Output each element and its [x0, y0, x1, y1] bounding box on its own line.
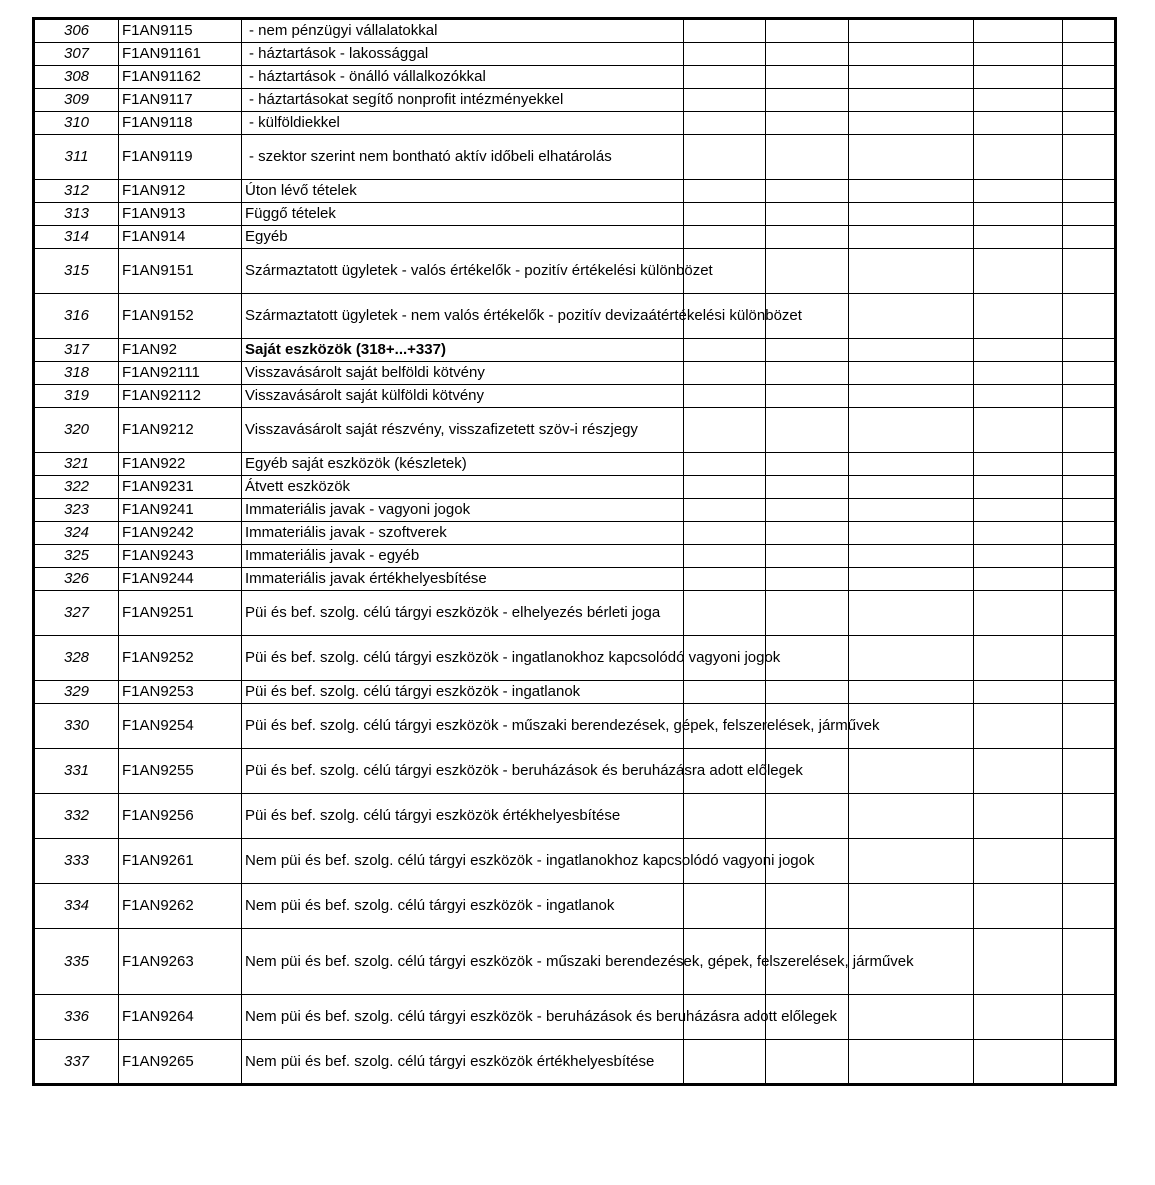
value-cell	[766, 545, 849, 568]
value-cell	[1063, 362, 1116, 385]
row-number: 320	[34, 408, 119, 453]
row-description: Nem püi és bef. szolg. célú tárgyi eszközök - ingatlanokhoz kapcsolódó vagyoni jogok	[242, 839, 684, 884]
value-cell	[684, 226, 766, 249]
value-cell	[766, 408, 849, 453]
value-cell	[766, 135, 849, 180]
value-cell	[766, 884, 849, 929]
row-number: 332	[34, 794, 119, 839]
value-cell	[766, 362, 849, 385]
value-cell	[849, 226, 974, 249]
value-cell	[684, 568, 766, 591]
row-description: Visszavásárolt saját részvény, visszafizetett szöv-i részjegy	[242, 408, 684, 453]
row-description: Egyéb	[242, 226, 684, 249]
value-cell	[1063, 476, 1116, 499]
row-number: 333	[34, 839, 119, 884]
row-code: F1AN922	[119, 453, 242, 476]
table-row	[34, 339, 1116, 362]
value-cell	[1063, 339, 1116, 362]
value-cell	[684, 135, 766, 180]
table-row	[34, 568, 1116, 591]
row-number: 316	[34, 294, 119, 339]
row-description: Püi és bef. szolg. célú tárgyi eszközök - műszaki berendezések, gépek, felszerelések, járművek	[242, 704, 684, 749]
table-row	[34, 362, 1116, 385]
value-cell	[766, 499, 849, 522]
value-cell	[1063, 453, 1116, 476]
value-cell	[1063, 19, 1116, 43]
value-cell	[974, 453, 1063, 476]
row-code: F1AN9265	[119, 1040, 242, 1085]
row-number: 312	[34, 180, 119, 203]
value-cell	[849, 1040, 974, 1085]
value-cell	[1063, 568, 1116, 591]
value-cell	[1063, 499, 1116, 522]
row-code: F1AN912	[119, 180, 242, 203]
row-code: F1AN913	[119, 203, 242, 226]
value-cell	[974, 995, 1063, 1040]
value-cell	[684, 66, 766, 89]
row-code: F1AN91162	[119, 66, 242, 89]
row-number: 326	[34, 568, 119, 591]
row-number: 325	[34, 545, 119, 568]
row-description: Immateriális javak - vagyoni jogok	[242, 499, 684, 522]
value-cell	[1063, 591, 1116, 636]
value-cell	[849, 66, 974, 89]
row-number: 323	[34, 499, 119, 522]
row-number: 334	[34, 884, 119, 929]
value-cell	[849, 749, 974, 794]
row-number: 314	[34, 226, 119, 249]
value-cell	[684, 499, 766, 522]
value-cell	[849, 385, 974, 408]
row-description: Püi és bef. szolg. célú tárgyi eszközök értékhelyesbítése	[242, 794, 684, 839]
row-code: F1AN9119	[119, 135, 242, 180]
value-cell	[684, 180, 766, 203]
value-cell	[849, 839, 974, 884]
value-cell	[766, 385, 849, 408]
value-cell	[974, 339, 1063, 362]
value-cell	[684, 43, 766, 66]
row-description: Egyéb saját eszközök (készletek)	[242, 453, 684, 476]
table-row	[34, 995, 1116, 1040]
value-cell	[684, 681, 766, 704]
row-description: - háztartások - lakossággal	[242, 43, 684, 66]
row-description: Püi és bef. szolg. célú tárgyi eszközök - beruházások és beruházásra adott előlegek	[242, 749, 684, 794]
table-row	[34, 180, 1116, 203]
value-cell	[974, 568, 1063, 591]
value-cell	[766, 339, 849, 362]
row-code: F1AN9241	[119, 499, 242, 522]
value-cell	[974, 884, 1063, 929]
row-description: - nem pénzügyi vállalatokkal	[242, 19, 684, 43]
row-number: 327	[34, 591, 119, 636]
value-cell	[849, 203, 974, 226]
row-number: 328	[34, 636, 119, 681]
value-cell	[1063, 681, 1116, 704]
value-cell	[1063, 794, 1116, 839]
value-cell	[766, 112, 849, 135]
value-cell	[684, 794, 766, 839]
value-cell	[766, 591, 849, 636]
value-cell	[974, 408, 1063, 453]
table-row	[34, 408, 1116, 453]
table-row	[34, 226, 1116, 249]
row-description: Immateriális javak - egyéb	[242, 545, 684, 568]
value-cell	[766, 568, 849, 591]
table-row	[34, 453, 1116, 476]
value-cell	[849, 180, 974, 203]
row-code: F1AN9264	[119, 995, 242, 1040]
value-cell	[766, 226, 849, 249]
value-cell	[766, 89, 849, 112]
row-code: F1AN9243	[119, 545, 242, 568]
row-code: F1AN92112	[119, 385, 242, 408]
table-row	[34, 203, 1116, 226]
value-cell	[849, 112, 974, 135]
row-number: 311	[34, 135, 119, 180]
table-row	[34, 385, 1116, 408]
row-code: F1AN9117	[119, 89, 242, 112]
value-cell	[684, 408, 766, 453]
value-cell	[974, 43, 1063, 66]
row-code: F1AN9261	[119, 839, 242, 884]
row-description: Nem püi és bef. szolg. célú tárgyi eszközök értékhelyesbítése	[242, 1040, 684, 1085]
row-code: F1AN9115	[119, 19, 242, 43]
table-row	[34, 749, 1116, 794]
table-row	[34, 839, 1116, 884]
value-cell	[974, 249, 1063, 294]
table-row	[34, 681, 1116, 704]
value-cell	[974, 794, 1063, 839]
value-cell	[974, 681, 1063, 704]
value-cell	[1063, 385, 1116, 408]
row-number: 335	[34, 929, 119, 995]
value-cell	[766, 476, 849, 499]
value-cell	[684, 112, 766, 135]
row-code: F1AN9254	[119, 704, 242, 749]
value-cell	[974, 226, 1063, 249]
value-cell	[974, 591, 1063, 636]
row-code: F1AN9255	[119, 749, 242, 794]
value-cell	[1063, 66, 1116, 89]
table-row	[34, 591, 1116, 636]
value-cell	[849, 339, 974, 362]
value-cell	[974, 66, 1063, 89]
value-cell	[849, 294, 974, 339]
value-cell	[1063, 995, 1116, 1040]
value-cell	[974, 135, 1063, 180]
table-row	[34, 112, 1116, 135]
value-cell	[849, 408, 974, 453]
table-row	[34, 636, 1116, 681]
value-cell	[849, 362, 974, 385]
row-description: Püi és bef. szolg. célú tárgyi eszközök - elhelyezés bérleti joga	[242, 591, 684, 636]
value-cell	[849, 681, 974, 704]
value-cell	[1063, 408, 1116, 453]
row-code: F1AN92111	[119, 362, 242, 385]
value-cell	[849, 545, 974, 568]
value-cell	[974, 89, 1063, 112]
table-row	[34, 704, 1116, 749]
value-cell	[974, 545, 1063, 568]
row-code: F1AN9151	[119, 249, 242, 294]
row-code: F1AN9253	[119, 681, 242, 704]
value-cell	[684, 476, 766, 499]
value-cell	[974, 499, 1063, 522]
value-cell	[974, 180, 1063, 203]
row-code: F1AN9252	[119, 636, 242, 681]
value-cell	[684, 453, 766, 476]
row-number: 317	[34, 339, 119, 362]
value-cell	[974, 929, 1063, 995]
value-cell	[1063, 636, 1116, 681]
value-cell	[1063, 704, 1116, 749]
value-cell	[684, 884, 766, 929]
row-description: Átvett eszközök	[242, 476, 684, 499]
row-code: F1AN9152	[119, 294, 242, 339]
row-code: F1AN9242	[119, 522, 242, 545]
value-cell	[849, 43, 974, 66]
row-number: 337	[34, 1040, 119, 1085]
row-description: Visszavásárolt saját külföldi kötvény	[242, 385, 684, 408]
value-cell	[974, 362, 1063, 385]
table-row	[34, 249, 1116, 294]
value-cell	[1063, 180, 1116, 203]
row-number: 321	[34, 453, 119, 476]
row-number: 308	[34, 66, 119, 89]
value-cell	[849, 89, 974, 112]
value-cell	[1063, 112, 1116, 135]
table-row	[34, 19, 1116, 43]
row-code: F1AN9263	[119, 929, 242, 995]
row-number: 331	[34, 749, 119, 794]
row-code: F1AN914	[119, 226, 242, 249]
value-cell	[849, 499, 974, 522]
value-cell	[684, 89, 766, 112]
row-number: 330	[34, 704, 119, 749]
value-cell	[1063, 929, 1116, 995]
value-cell	[766, 203, 849, 226]
row-description: Nem püi és bef. szolg. célú tárgyi eszközök - ingatlanok	[242, 884, 684, 929]
value-cell	[766, 453, 849, 476]
table-row	[34, 135, 1116, 180]
row-code: F1AN9256	[119, 794, 242, 839]
value-cell	[1063, 203, 1116, 226]
table-row	[34, 545, 1116, 568]
value-cell	[1063, 884, 1116, 929]
value-cell	[684, 522, 766, 545]
row-description: Nem püi és bef. szolg. célú tárgyi eszközök - beruházások és beruházásra adott előlegek	[242, 995, 684, 1040]
value-cell	[766, 180, 849, 203]
value-cell	[766, 794, 849, 839]
row-description: Immateriális javak - szoftverek	[242, 522, 684, 545]
value-cell	[849, 19, 974, 43]
row-description: Úton lévő tételek	[242, 180, 684, 203]
row-number: 329	[34, 681, 119, 704]
value-cell	[849, 995, 974, 1040]
value-cell	[849, 135, 974, 180]
row-description: Származtatott ügyletek - nem valós értékelők - pozitív devizaátértékelési különbözet	[242, 294, 684, 339]
row-number: 309	[34, 89, 119, 112]
value-cell	[766, 249, 849, 294]
row-number: 313	[34, 203, 119, 226]
value-cell	[849, 636, 974, 681]
value-cell	[974, 522, 1063, 545]
row-number: 322	[34, 476, 119, 499]
value-cell	[1063, 294, 1116, 339]
row-code: F1AN9251	[119, 591, 242, 636]
value-cell	[974, 294, 1063, 339]
value-cell	[684, 339, 766, 362]
value-cell	[849, 476, 974, 499]
row-code: F1AN9212	[119, 408, 242, 453]
table-row	[34, 499, 1116, 522]
table-body	[34, 19, 1116, 1085]
row-number: 319	[34, 385, 119, 408]
row-description: Püi és bef. szolg. célú tárgyi eszközök - ingatlanok	[242, 681, 684, 704]
value-cell	[1063, 135, 1116, 180]
value-cell	[684, 1040, 766, 1085]
value-cell	[684, 385, 766, 408]
value-cell	[974, 19, 1063, 43]
value-cell	[1063, 89, 1116, 112]
value-cell	[1063, 522, 1116, 545]
value-cell	[849, 568, 974, 591]
row-number: 306	[34, 19, 119, 43]
value-cell	[766, 1040, 849, 1085]
value-cell	[974, 636, 1063, 681]
row-number: 324	[34, 522, 119, 545]
value-cell	[849, 249, 974, 294]
row-code: F1AN9231	[119, 476, 242, 499]
value-cell	[684, 203, 766, 226]
table-row	[34, 476, 1116, 499]
value-cell	[1063, 43, 1116, 66]
value-cell	[1063, 249, 1116, 294]
table-row	[34, 89, 1116, 112]
value-cell	[974, 476, 1063, 499]
value-cell	[974, 749, 1063, 794]
row-code: F1AN9244	[119, 568, 242, 591]
data-table	[32, 17, 1117, 1086]
value-cell	[684, 362, 766, 385]
row-number: 310	[34, 112, 119, 135]
value-cell	[974, 839, 1063, 884]
row-description: - háztartások - önálló vállalkozókkal	[242, 66, 684, 89]
row-number: 315	[34, 249, 119, 294]
row-description: Püi és bef. szolg. célú tárgyi eszközök - ingatlanokhoz kapcsolódó vagyoni jogok	[242, 636, 684, 681]
row-number: 307	[34, 43, 119, 66]
value-cell	[849, 884, 974, 929]
table-row	[34, 794, 1116, 839]
value-cell	[766, 66, 849, 89]
table-row	[34, 929, 1116, 995]
value-cell	[974, 203, 1063, 226]
value-cell	[849, 453, 974, 476]
value-cell	[1063, 226, 1116, 249]
value-cell	[766, 522, 849, 545]
row-code: F1AN9118	[119, 112, 242, 135]
table-row	[34, 66, 1116, 89]
row-description: Immateriális javak értékhelyesbítése	[242, 568, 684, 591]
value-cell	[849, 591, 974, 636]
table-row	[34, 884, 1116, 929]
value-cell	[684, 19, 766, 43]
value-cell	[974, 1040, 1063, 1085]
row-description: Saját eszközök (318+...+337)	[242, 339, 684, 362]
value-cell	[684, 591, 766, 636]
row-number: 318	[34, 362, 119, 385]
row-description: Nem püi és bef. szolg. célú tárgyi eszközök - műszaki berendezések, gépek, felszerelések, járművek	[242, 929, 684, 995]
value-cell	[974, 112, 1063, 135]
row-description: Függő tételek	[242, 203, 684, 226]
value-cell	[1063, 1040, 1116, 1085]
row-number: 336	[34, 995, 119, 1040]
value-cell	[766, 43, 849, 66]
value-cell	[684, 545, 766, 568]
table-row	[34, 522, 1116, 545]
table-row	[34, 1040, 1116, 1085]
table-row	[34, 294, 1116, 339]
row-code: F1AN92	[119, 339, 242, 362]
row-description: Származtatott ügyletek - valós értékelők - pozitív értékelési különbözet	[242, 249, 684, 294]
value-cell	[849, 522, 974, 545]
row-description: - külföldiekkel	[242, 112, 684, 135]
value-cell	[1063, 839, 1116, 884]
value-cell	[1063, 749, 1116, 794]
row-code: F1AN9262	[119, 884, 242, 929]
value-cell	[849, 794, 974, 839]
row-code: F1AN91161	[119, 43, 242, 66]
value-cell	[766, 19, 849, 43]
value-cell	[766, 681, 849, 704]
table-row	[34, 43, 1116, 66]
row-description: - szektor szerint nem bontható aktív időbeli elhatárolás	[242, 135, 684, 180]
value-cell	[974, 385, 1063, 408]
value-cell	[1063, 545, 1116, 568]
row-description: Visszavásárolt saját belföldi kötvény	[242, 362, 684, 385]
row-description: - háztartásokat segítő nonprofit intézményekkel	[242, 89, 684, 112]
value-cell	[974, 704, 1063, 749]
